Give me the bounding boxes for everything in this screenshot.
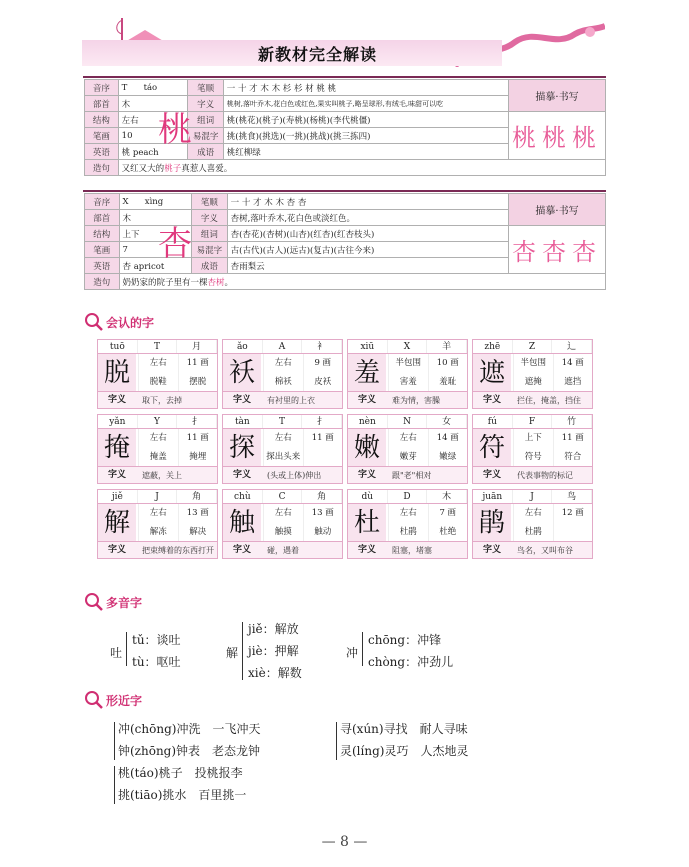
radical: 羊 — [427, 340, 467, 353]
value: 桃 peach — [118, 144, 188, 160]
poly-item: tǔ：谈吐 — [132, 633, 181, 647]
pinyin-row — [473, 490, 592, 504]
strokes: 10 画 — [428, 354, 468, 373]
words-row — [263, 523, 342, 542]
label: 造句 — [85, 274, 120, 290]
label: 英语 — [85, 258, 120, 274]
meaning: 难为情，害臊 — [392, 396, 440, 405]
radical: 衤 — [302, 340, 342, 353]
pinyin-row — [223, 340, 342, 354]
structure: 左右 — [513, 504, 553, 523]
pinyin-row — [98, 415, 217, 429]
label: 字义 — [188, 96, 223, 112]
strokes: 7 画 — [428, 504, 468, 523]
pinyin: xiū — [348, 340, 388, 353]
char-card — [97, 339, 218, 409]
structure: 左右 — [138, 354, 178, 373]
poly-item: jiè：押解 — [248, 644, 299, 658]
word: 触动 — [303, 523, 343, 542]
word: 杜鹃 — [513, 523, 553, 542]
strokes: 13 画 — [178, 504, 218, 523]
word: 触摸 — [263, 523, 303, 542]
strokes: 11 画 — [178, 429, 218, 448]
value: T táo — [118, 80, 188, 96]
char-card — [472, 414, 593, 484]
char-card — [97, 414, 218, 484]
radical: 角 — [302, 490, 342, 503]
initial: N — [388, 415, 428, 428]
meaning-row — [348, 466, 467, 483]
meaning: 把束缚着的东西打开 — [142, 546, 214, 555]
label: 造句 — [85, 160, 119, 176]
poly-char: 解 — [226, 646, 239, 660]
struct-row — [388, 354, 467, 373]
words-row — [263, 373, 342, 392]
value: 一 十 才 木 木 杏 杏 — [227, 194, 508, 210]
word: 解冻 — [138, 523, 178, 542]
meaning-label: 字义 — [482, 395, 501, 405]
word — [553, 523, 593, 542]
meaning-label: 字义 — [482, 545, 501, 555]
words-row — [263, 448, 342, 467]
card-top-rule — [83, 76, 606, 78]
pinyin-row — [98, 340, 217, 354]
pinyin-row — [348, 340, 467, 354]
meaning-row — [473, 541, 592, 558]
similar-item: 挑(tiāo)挑水 百里挑一 — [118, 788, 247, 802]
pinyin: ǎo — [223, 340, 263, 353]
sentence: 奶奶家的院子里有一棵杏树。 — [119, 274, 606, 290]
value: 10 — [118, 128, 188, 144]
char-card — [97, 489, 218, 559]
meaning: 跟"老"相对 — [392, 471, 432, 480]
initial: T — [138, 340, 178, 353]
poly-char: 冲 — [346, 646, 359, 660]
pinyin-row — [348, 415, 467, 429]
card-top-rule — [83, 190, 606, 192]
word: 符合 — [553, 448, 593, 467]
big-char-tao: 桃 — [158, 110, 192, 150]
sentence: 又红又大的桃子真惹人喜爱。 — [118, 160, 605, 176]
words-row — [138, 523, 217, 542]
struct-row — [263, 504, 342, 523]
section-title-similar: 形近字 — [106, 694, 143, 708]
meaning-row — [223, 391, 342, 408]
char-card — [222, 489, 343, 559]
section-title-polyphone: 多音字 — [106, 596, 143, 610]
label: 音序 — [85, 194, 120, 210]
structure: 左右 — [388, 504, 428, 523]
meaning-row — [98, 466, 217, 483]
character: 嫩 — [348, 429, 386, 467]
value: 桃树,落叶乔木,花白色或红色,果实叫桃子,略呈球形,有绒毛,味甜可以吃 — [223, 96, 508, 112]
section-title-recognize: 会认的字 — [106, 316, 155, 330]
word: 解决 — [178, 523, 218, 542]
character: 掩 — [98, 429, 136, 467]
word: 脱鞋 — [138, 373, 178, 392]
brace — [114, 722, 115, 760]
struct-row — [138, 504, 217, 523]
meaning-label: 字义 — [357, 545, 376, 555]
word: 摆脱 — [178, 373, 218, 392]
label: 音序 — [85, 80, 119, 96]
word: 嫩芽 — [388, 448, 428, 467]
value: 上下 — [119, 226, 192, 242]
value: 木 — [118, 96, 188, 112]
meaning-row — [98, 541, 217, 558]
pinyin: dù — [348, 490, 388, 503]
meaning-label: 字义 — [357, 470, 376, 480]
strokes: 13 画 — [303, 504, 343, 523]
strokes: 11 画 — [303, 429, 343, 448]
label: 成语 — [188, 144, 223, 160]
brace — [114, 766, 115, 804]
structure: 左右 — [263, 429, 303, 448]
structure: 左右 — [263, 504, 303, 523]
value: 左右 — [118, 112, 188, 128]
label: 结构 — [85, 226, 120, 242]
words-row — [388, 523, 467, 542]
pinyin-row — [348, 490, 467, 504]
char-card — [472, 339, 593, 409]
label: 部首 — [85, 210, 120, 226]
brace — [126, 632, 127, 666]
word: 遮掩 — [513, 373, 553, 392]
structure: 左右 — [138, 429, 178, 448]
value: 杏(杏花)(杏树)(山杏)(红杏)(红杏枝头) — [227, 226, 508, 242]
word: 嫩绿 — [428, 448, 468, 467]
value: 桃红柳绿 — [223, 144, 508, 160]
meaning-label: 字义 — [232, 470, 251, 480]
initial: X — [388, 340, 428, 353]
meaning: 代表事物的标记 — [517, 471, 573, 480]
poly-item: jiě：解放 — [248, 622, 299, 636]
pinyin: zhē — [473, 340, 513, 353]
magnifier-icon — [84, 312, 104, 332]
meaning-label: 字义 — [232, 545, 251, 555]
meaning-label: 字义 — [107, 545, 126, 555]
struct-row — [513, 429, 592, 448]
structure: 上下 — [513, 429, 553, 448]
structure: 半包围 — [513, 354, 553, 373]
brace — [242, 622, 243, 680]
character: 解 — [98, 504, 136, 542]
label: 组词 — [192, 226, 228, 242]
meaning-row — [98, 391, 217, 408]
struct-row — [263, 354, 342, 373]
label: 易混字 — [188, 128, 223, 144]
meaning-row — [223, 541, 342, 558]
word: 羞耻 — [428, 373, 468, 392]
meaning-label: 字义 — [482, 470, 501, 480]
char-card — [222, 339, 343, 409]
pinyin: jiě — [98, 490, 138, 503]
initial: Y — [138, 415, 178, 428]
pinyin: chù — [223, 490, 263, 503]
radical: 扌 — [177, 415, 217, 428]
character: 羞 — [348, 354, 386, 392]
pinyin-row — [473, 340, 592, 354]
struct-row — [388, 429, 467, 448]
word — [303, 448, 343, 467]
similar-item: 冲(chōng)冲洗 一飞冲天 — [118, 722, 261, 736]
label: 笔顺 — [192, 194, 228, 210]
character: 触 — [223, 504, 261, 542]
char-card — [347, 339, 468, 409]
struct-row — [388, 504, 467, 523]
meaning-row — [348, 391, 467, 408]
strokes: 14 画 — [428, 429, 468, 448]
pinyin: fú — [473, 415, 513, 428]
radical: 木 — [427, 490, 467, 503]
radical: 鸟 — [552, 490, 592, 503]
struct-row — [138, 354, 217, 373]
label: 部首 — [85, 96, 119, 112]
initial: F — [513, 415, 553, 428]
struct-row — [513, 354, 592, 373]
word: 棉袄 — [263, 373, 303, 392]
similar-item: 钟(zhōng)钟表 老态龙钟 — [118, 744, 261, 758]
words-row — [513, 373, 592, 392]
structure: 左右 — [263, 354, 303, 373]
value: 挑(挑食)(挑选)(一挑)(挑战)(挑三拣四) — [223, 128, 508, 144]
meaning-label: 字义 — [357, 395, 376, 405]
strokes: 11 画 — [553, 429, 593, 448]
words-row — [388, 373, 467, 392]
radical: 扌 — [302, 415, 342, 428]
initial: J — [513, 490, 553, 503]
trace-heading: 描摹·书写 — [509, 80, 606, 112]
value: 一 十 才 木 木 杉 杉 材 桃 桃 — [223, 80, 508, 96]
trace-heading: 描摹·书写 — [509, 194, 606, 226]
pinyin-row — [223, 490, 342, 504]
character: 符 — [473, 429, 511, 467]
similar-item: 桃(táo)桃子 投桃报李 — [118, 766, 243, 780]
initial: C — [263, 490, 303, 503]
initial: T — [263, 415, 303, 428]
meaning-row — [473, 466, 592, 483]
word: 害羞 — [388, 373, 428, 392]
structure: 左右 — [388, 429, 428, 448]
value: X xìng — [119, 194, 192, 210]
radical: 竹 — [552, 415, 592, 428]
pinyin: nèn — [348, 415, 388, 428]
initial: Z — [513, 340, 553, 353]
trace-chars: 桃桃桃 — [509, 112, 606, 160]
value: 杏树,落叶乔木,花白色或淡红色。 — [227, 210, 508, 226]
similar-item: 灵(líng)灵巧 人杰地灵 — [340, 744, 469, 758]
label: 易混字 — [192, 242, 228, 258]
page-header-title: 新教材完全解读 — [258, 45, 378, 64]
big-char-xing: 杏 — [158, 224, 192, 264]
label: 组词 — [188, 112, 223, 128]
word: 掩盖 — [138, 448, 178, 467]
radical: 角 — [177, 490, 217, 503]
label: 成语 — [192, 258, 228, 274]
radical: 女 — [427, 415, 467, 428]
meaning-row — [473, 391, 592, 408]
brace — [362, 632, 363, 666]
label: 笔画 — [85, 128, 119, 144]
pinyin: yǎn — [98, 415, 138, 428]
label: 结构 — [85, 112, 119, 128]
radical: 辶 — [552, 340, 592, 353]
meaning: 有衬里的上衣 — [267, 396, 315, 405]
structure: 半包围 — [388, 354, 428, 373]
character: 鹃 — [473, 504, 511, 542]
char-card — [472, 489, 593, 559]
strokes: 9 画 — [303, 354, 343, 373]
char-card — [222, 414, 343, 484]
page-number: — 8 — — [321, 834, 368, 850]
meaning-label: 字义 — [107, 395, 126, 405]
word: 杜鹃 — [388, 523, 428, 542]
pinyin: tàn — [223, 415, 263, 428]
pinyin: juān — [473, 490, 513, 503]
meaning: 鸟名，又叫布谷 — [517, 546, 573, 555]
meaning: 遮蔽，关上 — [142, 471, 182, 480]
meaning: (头或上体)伸出 — [267, 471, 322, 480]
poly-char: 吐 — [110, 646, 123, 660]
structure: 左右 — [138, 504, 178, 523]
character: 遮 — [473, 354, 511, 392]
meaning-row — [348, 541, 467, 558]
initial: A — [263, 340, 303, 353]
similar-item: 寻(xún)寻找 耐人寻味 — [340, 722, 468, 736]
magnifier-icon — [84, 592, 104, 612]
strokes: 14 画 — [553, 354, 593, 373]
character: 杜 — [348, 504, 386, 542]
character: 脱 — [98, 354, 136, 392]
radical: 月 — [177, 340, 217, 353]
word: 遮挡 — [553, 373, 593, 392]
value: 7 — [119, 242, 192, 258]
char-card — [347, 414, 468, 484]
initial: J — [138, 490, 178, 503]
struct-row — [138, 429, 217, 448]
word: 皮袄 — [303, 373, 343, 392]
word: 掩埋 — [178, 448, 218, 467]
word: 符号 — [513, 448, 553, 467]
meaning-row — [223, 466, 342, 483]
word: 杜绝 — [428, 523, 468, 542]
strokes: 12 画 — [553, 504, 593, 523]
struct-row — [513, 504, 592, 523]
label: 字义 — [192, 210, 228, 226]
char-card — [347, 489, 468, 559]
words-row — [513, 523, 592, 542]
brace — [336, 722, 337, 760]
pinyin-row — [473, 415, 592, 429]
pinyin-row — [98, 490, 217, 504]
initial: D — [388, 490, 428, 503]
character: 探 — [223, 429, 261, 467]
meaning: 碰，遇着 — [267, 546, 299, 555]
trace-chars: 杏杏杏 — [509, 226, 606, 274]
struct-row — [263, 429, 342, 448]
meaning-label: 字义 — [107, 470, 126, 480]
meaning-label: 字义 — [232, 395, 251, 405]
poly-item: chòng：冲劲儿 — [368, 655, 454, 669]
word: 探出头来 — [263, 448, 303, 467]
value: 杏 apricot — [119, 258, 192, 274]
meaning: 取下，去掉 — [142, 396, 182, 405]
character: 袄 — [223, 354, 261, 392]
magnifier-icon — [84, 690, 104, 710]
label: 笔顺 — [188, 80, 223, 96]
meaning: 拦住，掩盖，挡住 — [517, 396, 581, 405]
value: 桃(桃花)(桃子)(寿桃)(杨桃)(李代桃僵) — [223, 112, 508, 128]
pinyin-row — [223, 415, 342, 429]
strokes: 11 画 — [178, 354, 218, 373]
value: 木 — [119, 210, 192, 226]
poly-item: chōng：冲锋 — [368, 633, 442, 647]
poly-item: tù：呕吐 — [132, 655, 181, 669]
label: 英语 — [85, 144, 119, 160]
pinyin: tuō — [98, 340, 138, 353]
words-row — [388, 448, 467, 467]
words-row — [513, 448, 592, 467]
meaning: 阻塞，堵塞 — [392, 546, 432, 555]
value: 古(古代)(古人)(远古)(复古)(古往今来) — [227, 242, 508, 258]
poly-item: xiè：解数 — [248, 666, 302, 680]
value: 杏雨梨云 — [227, 258, 508, 274]
words-row — [138, 448, 217, 467]
label: 笔画 — [85, 242, 120, 258]
words-row — [138, 373, 217, 392]
